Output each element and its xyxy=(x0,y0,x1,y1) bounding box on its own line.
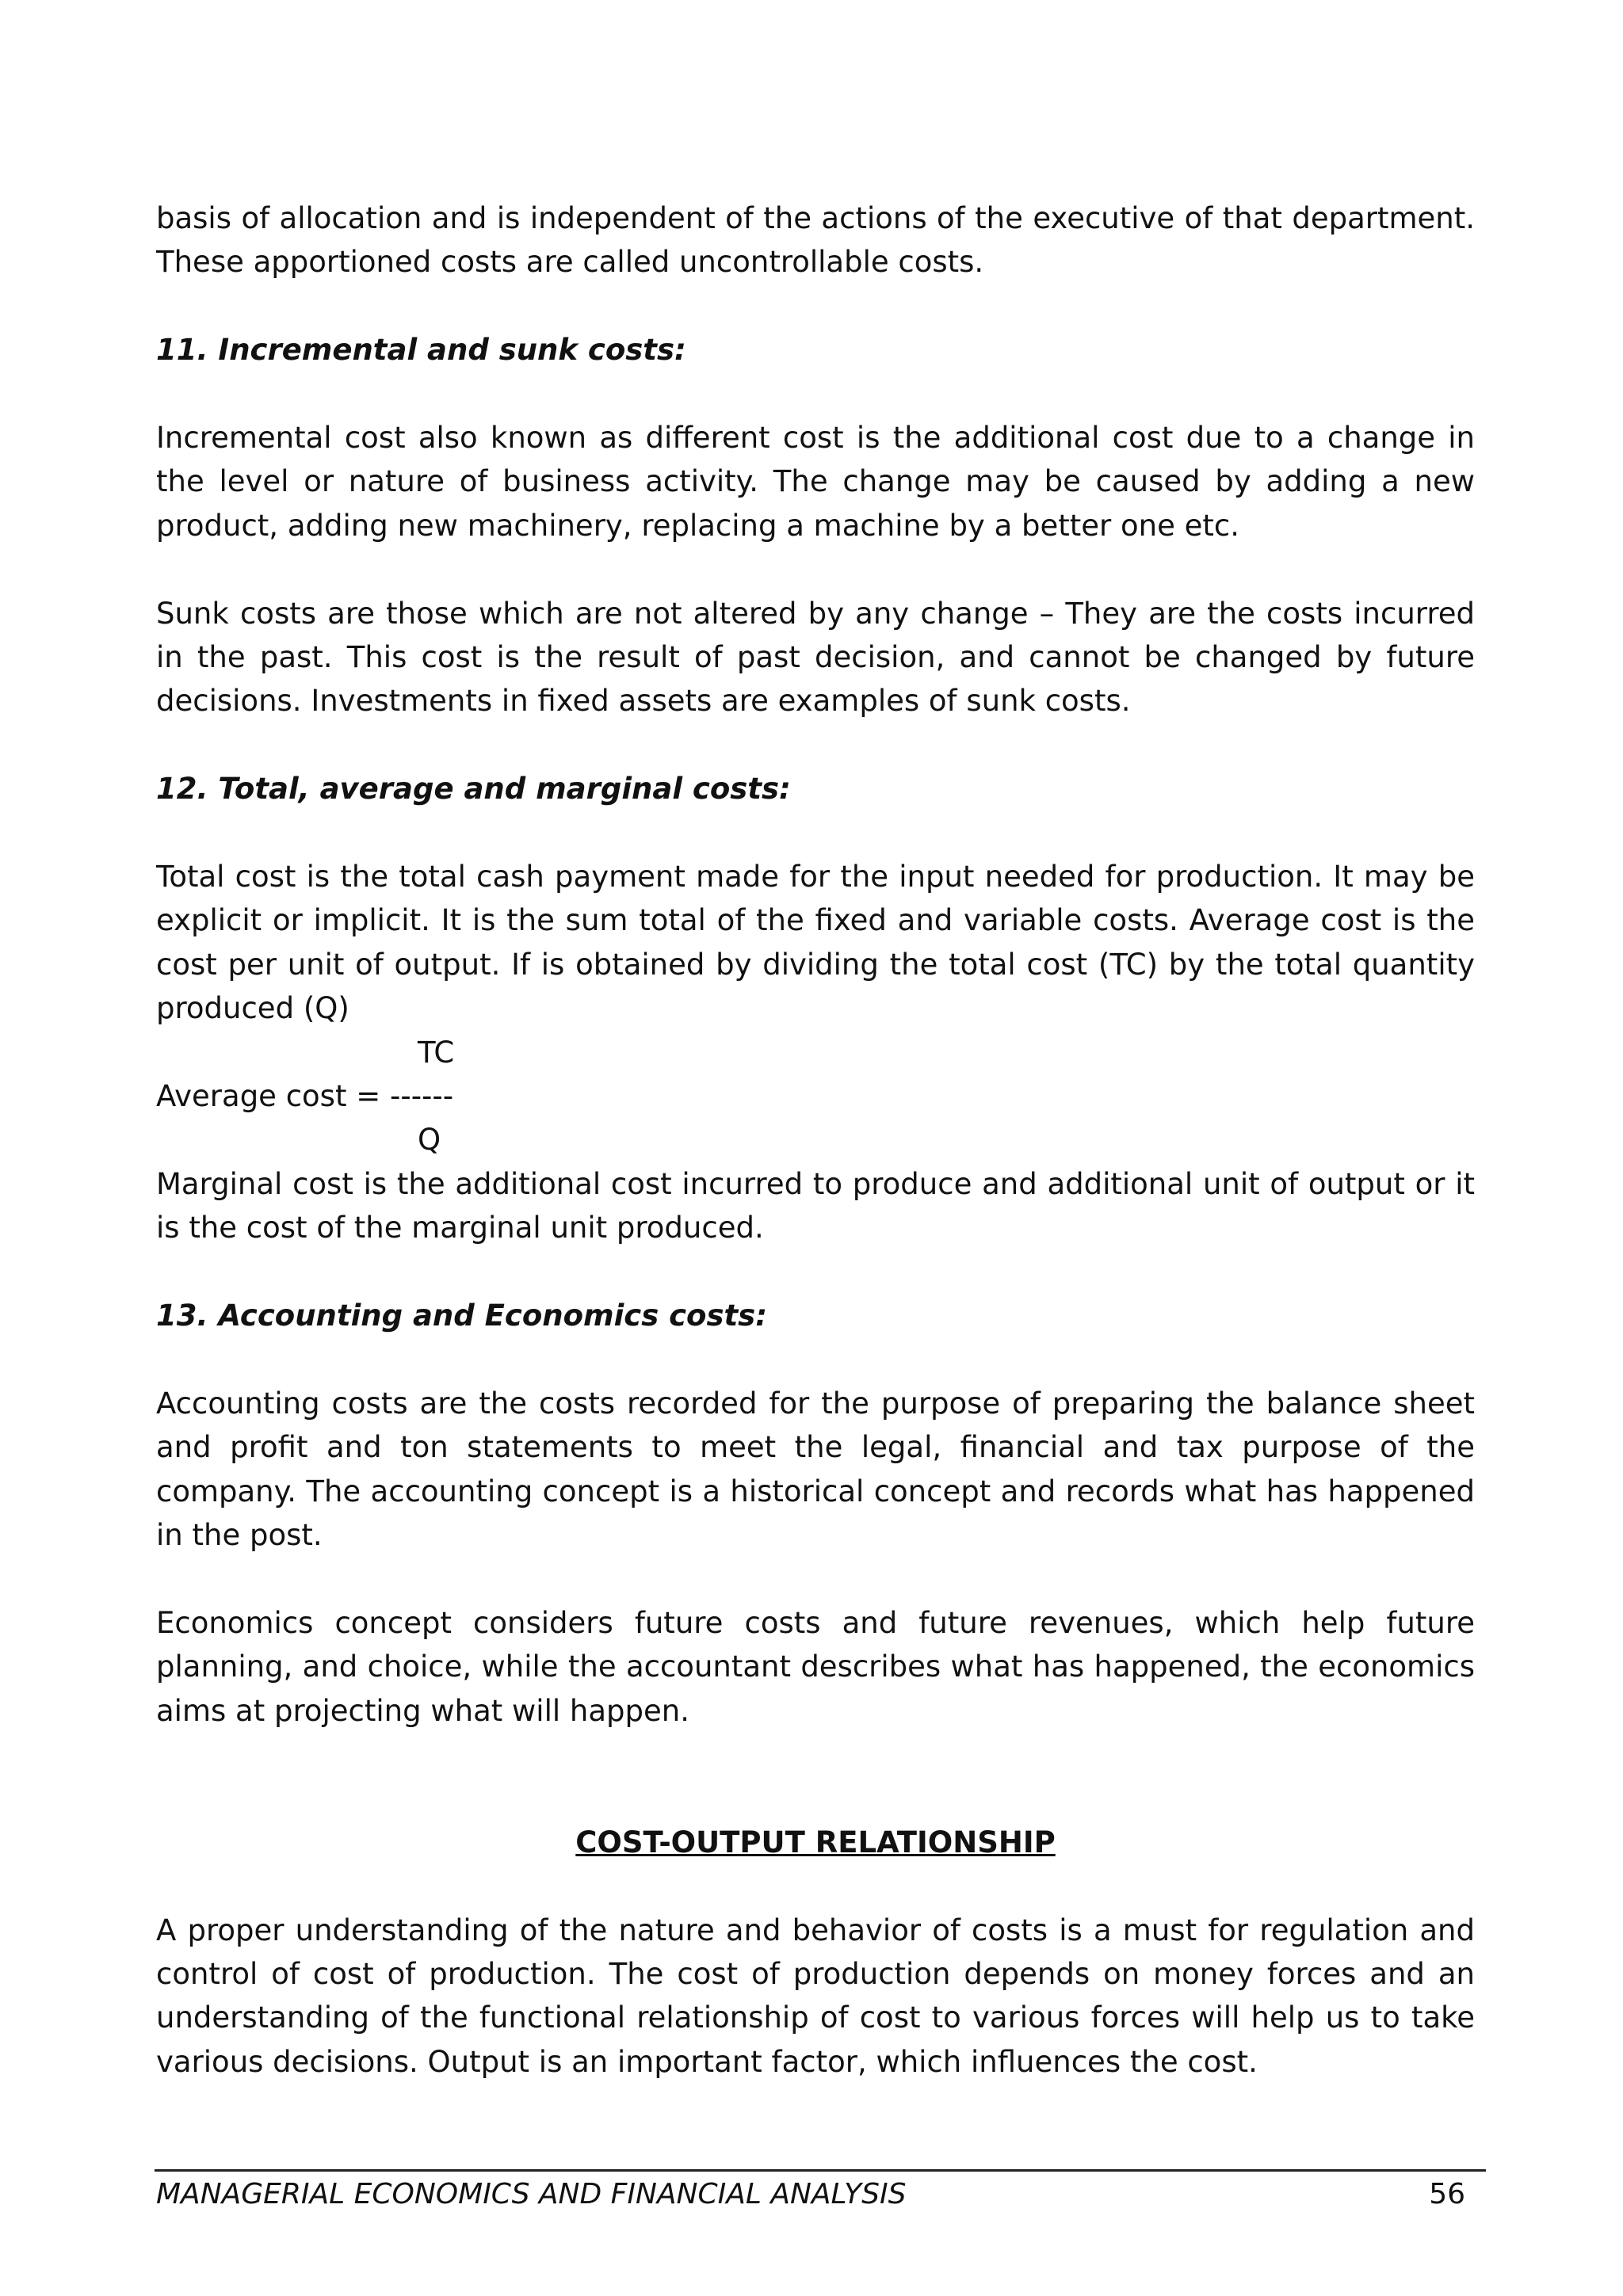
page-footer xyxy=(156,2175,1472,2214)
paragraph-economics-concept: Economics concept considers future costs and future revenues, which help future planning, and choice, while the accountant describes what has happened, the economics aims at projecting what will happen. xyxy=(156,1605,1475,1728)
heading-total-average-marginal-costs: 12. Total, average and marginal costs: xyxy=(156,772,791,807)
paragraph-incremental-cost: Incremental cost also known as different cost is the additional cost due to a change in the level or nature of business activity. The change may be caused by adding a new product, adding new machinery, replacing a machine by a better one etc. xyxy=(156,421,1475,543)
section-title-cost-output-relationship: COST-OUTPUT RELATIONSHIP xyxy=(575,1825,1056,1859)
page-number: 56 xyxy=(1429,2178,1465,2210)
paragraph-accounting-costs: Accounting costs are the costs recorded for the purpose of preparing the balance sheet and profit and ton statements to meet the legal, financial and tax purpose of the company. The accounting concept is a historical concept and records what has happened in the post. xyxy=(156,1386,1475,1553)
document-body xyxy=(156,196,1475,2128)
paragraph-sunk-costs: Sunk costs are those which are not altered by any change – They are the costs incurred in the past. This cost is the result of past decision, and cannot be changed by future decisions. Investments in fixed assets are examples of sunk costs. xyxy=(156,596,1475,719)
paragraph-marginal-cost: Marginal cost is the additional cost incurred to produce and additional unit of output or it is the cost of the marginal unit produced. xyxy=(156,1166,1475,1245)
heading-incremental-sunk-costs: 11. Incremental and sunk costs: xyxy=(156,333,686,368)
paragraph-uncontrollable-costs: basis of allocation and is independent of the actions of the executive of that department. These apportioned costs are called uncontrollable costs. xyxy=(156,201,1475,280)
heading-accounting-economics-costs: 13. Accounting and Economics costs: xyxy=(156,1299,767,1333)
formula-numerator: TC xyxy=(418,1035,455,1070)
paragraph-total-cost: Total cost is the total cash payment made for the input needed for production. It may be explicit or implicit. It is the sum total of the fixed and variable costs. Average cost is the cost per unit of output. If is obtained by dividing the total cost (TC) by the total quantity produced (Q) xyxy=(156,860,1475,1026)
footer-title: MANAGERIAL ECONOMICS AND FINANCIAL ANALYSIS xyxy=(156,2178,907,2210)
average-cost-formula xyxy=(156,1031,1475,1162)
formula-label: Average cost = ------ xyxy=(156,1079,454,1114)
formula-denominator: Q xyxy=(418,1123,441,1158)
footer-divider xyxy=(155,2169,1486,2172)
paragraph-cost-behavior: A proper understanding of the nature and behavior of costs is a must for regulation and control of cost of production. The cost of production depends on money forces and an understanding of the functional relationship of cost to various forces will help us to take various decisions. Output is an important factor, which influences the cost. xyxy=(156,1913,1475,2079)
